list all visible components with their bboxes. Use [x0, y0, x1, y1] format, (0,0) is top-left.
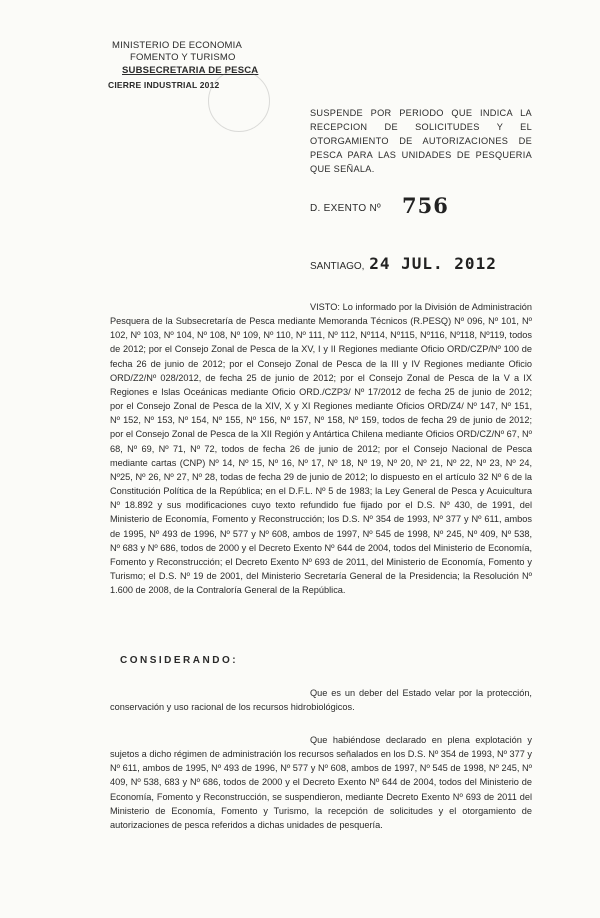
decree-subject: SUSPENDE POR PERIODO QUE INDICA LA RECEPCION DE SOLICITUDES Y EL OTORGAMIENTO DE AUTORIZACIONES DE PESCA PARA LAS UNIDADES DE PESQUERIA QUE SEÑALA. — [310, 108, 532, 174]
visto-paragraph: VISTO: Lo informado por la División de Administración Pesquera de la Subsecretaría de Pesca mediante Memoranda Técnicos (R.PESQ) Nº 096, Nº 101, Nº 102, Nº 103, Nº 104, Nº 108, Nº 109, Nº 110, Nº 111, Nº 112, Nº114, Nº115, Nº116, Nº118, Nº119, todos de 2012; por el Consejo Zonal de Pesca de la XV, I y II Regiones mediante Oficio ORD/CZP/Nº 100 de fecha 26 de junio de 2012; por el Consejo Zonal de Pesca de la III y IV Regiones mediante Oficio ORD/Z2/Nº 028/2012, de fecha 25 de junio de 2012; por el Consejo Zonal de Pesca de la V a IX Regiones e Islas Oceánicas mediante Oficio ORD./CZP3/ Nº 17/2012 de fecha 25 de junio de 2012; por el Consejo Zonal de Pesca de la XIV, X y XI Regiones mediante Oficios ORD/Z4/ Nº 147, Nº 151, Nº 152, Nº 153, Nº 154, Nº 155, Nº 156, Nº 157, Nº 158, Nº 159, todos de fecha 29 de junio de 2012; por el Consejo Zonal de Pesca de la XII Región y Antártica Chilena mediante Oficios ORD/CZ/Nº 67, Nº 68, Nº 69, Nº 71, Nº 72, todos de fecha 26 de junio de 2012; por el Consejo Nacional de Pesca mediante cartas (CNP) Nº 14, Nº 15, Nº 16, Nº 17, Nº 18, Nº 19, Nº 20, Nº 21, Nº 22, Nº 23, Nº 24, Nº25, Nº 26, Nº 27, Nº 28, todas de fecha 29 de junio de 2012; lo dispuesto en el artículo 32 Nº 6 de la Constitución Política de la República; en el D.F.L. Nº 5 de 1983; la Ley General de Pesca y Acuicultura Nº 18.892 y sus modificaciones cuyo texto refundido fue fijado por el D.S. Nº 430, de 1991, del Ministerio de Economía, Fomento y Reconstrucción; los D.S. Nº 354 de 1993, Nº 377 y Nº 611, ambos de 1995, Nº 493 de 1996, Nº 577 y Nº 608, ambos de 1997, Nº 545 de 1998, Nº 245, Nº 409, Nº 538, Nº 683 y Nº 686, todos de 2000 y el Decreto Exento Nº 644 de 2004, todos del Ministerio de Economía, Fomento y Reconstrucción; el Decreto Exento Nº 693 de 2011, del Ministerio de Economía, Fomento y Turismo; el D.S. Nº 19 de 2001, del Ministerio Secretaría General de la Presidencia; la Resolución Nº 1.600 de 2008, de la Contraloría General de la República. — [110, 302, 532, 596]
considerando-paragraph-1: Que es un deber del Estado velar por la protección, conservación y uso racional de los recursos hidrobiológicos. — [110, 688, 532, 713]
decree-number: 756 — [402, 193, 449, 218]
decree-label: D. EXENTO Nº — [310, 203, 381, 214]
faded-stamp-seal — [208, 70, 270, 132]
stamp-caption: CIERRE INDUSTRIAL 2012 — [108, 80, 220, 90]
considerando-paragraph-2: Que habiéndose declarado en plena explotación y sujetos a dicho régimen de administración los recursos señalados en los D.S. Nº 354 de 1993, Nº 377 y Nº 611, ambos de 1995, Nº 493 de 1996, Nº 577 y Nº 608, ambos de 1997, Nº 545 de 1998, Nº 245, Nº 409, Nº 538, 683 y Nº 686, todos de 2000 y el Decreto Exento Nº 644 de 2004, todos del Ministerio de Economía, Fomento y Reconstrucción, se suspendieron, mediante Decreto Exento Nº 693 de 2011 del Ministerio de Economía, Fomento y Turismo, la recepción de solicitudes y el otorgamiento de autorizaciones de pesca referidos a dichas unidades de pesquería. — [110, 735, 532, 830]
ministry-name: MINISTERIO DE ECONOMIA — [112, 40, 243, 51]
date-value: 24 JUL. 2012 — [369, 254, 497, 273]
ministry-subtitle: FOMENTO Y TURISMO — [130, 52, 236, 63]
subsecretaria-name: SUBSECRETARIA DE PESCA — [122, 65, 259, 76]
ministry-header — [108, 40, 298, 91]
decree-number-line — [310, 193, 449, 218]
date-place: SANTIAGO, — [310, 261, 365, 272]
considerando-heading: CONSIDERANDO: — [120, 655, 239, 666]
decree-date-line — [310, 254, 497, 273]
